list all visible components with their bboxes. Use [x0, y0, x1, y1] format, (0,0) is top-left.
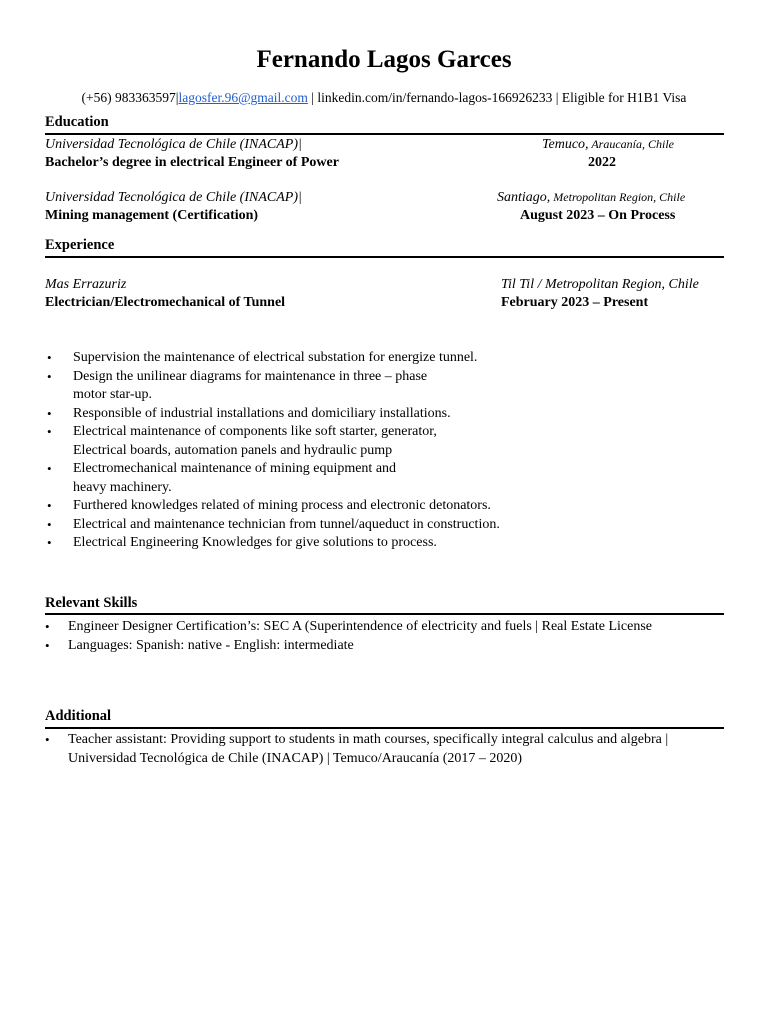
bullet-text: motor star-up. [73, 387, 153, 402]
education-degree-2: Mining management (Certification) [45, 208, 259, 223]
education-institution-2: Universidad Tecnológica de Chile (INACAP)| [45, 190, 302, 205]
skill-text: Engineer Designer Certification’s: SEC A (Superintendence of electricity and fuels | Real Estate License [68, 619, 653, 634]
education-city-2: Santiago, [497, 190, 551, 205]
skill-item [45, 637, 652, 656]
bullet-text: Electrical and maintenance technician from tunnel/aqueduct in construction. [73, 516, 500, 532]
bullet-text: Electromechanical maintenance of mining equipment and [73, 461, 397, 476]
experience-date: February 2023 – Present [501, 295, 649, 310]
bullet-text: Design the unilinear diagrams for maintenance in three – phase [73, 368, 428, 384]
experience-bullet-list [45, 349, 500, 553]
skills-heading: Relevant Skills [45, 595, 138, 611]
experience-bullet [45, 497, 500, 516]
experience-bullet [45, 349, 500, 368]
experience-divider [45, 256, 724, 258]
experience-bullet [45, 368, 500, 405]
education-divider [45, 133, 724, 135]
bullet-text: Electrical Engineering Knowledges for give solutions to process. [73, 535, 437, 550]
skills-divider [45, 613, 724, 615]
education-date-1: 2022 [588, 155, 616, 170]
education-location-1 [542, 137, 674, 153]
skill-text: Languages: Spanish: native - English: intermediate [68, 637, 354, 653]
experience-bullet [45, 405, 500, 424]
education-heading: Education [45, 114, 109, 130]
bullet-text: Electrical maintenance of components like soft starter, generator, [73, 424, 437, 439]
email-link[interactable]: lagosfer.96@gmail.com [178, 90, 308, 105]
bullet-text: Furthered knowledges related of mining process and electronic detonators. [73, 498, 491, 513]
education-location-2 [497, 190, 685, 206]
education-institution-1: Universidad Tecnológica de Chile (INACAP)| [45, 137, 302, 152]
education-degree-1: Bachelor’s degree in electrical Engineer of Power [45, 155, 339, 170]
contact-details: | linkedin.com/in/fernando-lagos-166926233 | Eligible for H1B1 Visa [307, 90, 687, 105]
experience-company: Mas Errazuriz [45, 277, 127, 292]
experience-bullet [45, 423, 500, 460]
experience-role: Electrician/Electromechanical of Tunnel [45, 295, 286, 310]
additional-item [45, 731, 668, 768]
additional-text: Teacher assistant: Providing support to students in math courses, specifically integral calculus and algebra | [68, 732, 669, 747]
resume-name: Fernando Lagos Garces [256, 46, 512, 73]
additional-heading: Additional [45, 708, 112, 724]
phone-number: (+56) 983363597| [81, 90, 179, 105]
additional-text: Universidad Tecnológica de Chile (INACAP) | Temuco/Araucanía (2017 – 2020) [68, 750, 523, 766]
additional-list [45, 731, 668, 768]
contact-line [0, 90, 768, 106]
bullet-text: Supervision the maintenance of electrical substation for energize tunnel. [73, 350, 478, 365]
education-date-2: August 2023 – On Process [520, 208, 676, 223]
skill-item [45, 618, 652, 637]
education-region-1: Araucanía, Chile [588, 137, 674, 151]
education-region-2: Metropolitan Region, Chile [550, 190, 686, 204]
bullet-text: Responsible of industrial installations and domiciliary installations. [73, 405, 451, 421]
education-city-1: Temuco, [542, 137, 589, 152]
experience-bullet [45, 534, 500, 553]
bullet-text: heavy machinery. [73, 479, 172, 495]
bullet-text: Electrical boards, automation panels and hydraulic pump [73, 442, 393, 458]
skills-list [45, 618, 652, 655]
additional-divider [45, 727, 724, 729]
experience-heading: Experience [45, 237, 115, 253]
experience-bullet [45, 516, 500, 535]
experience-bullet [45, 460, 500, 497]
experience-location: Til Til / Metropolitan Region, Chile [501, 277, 699, 292]
